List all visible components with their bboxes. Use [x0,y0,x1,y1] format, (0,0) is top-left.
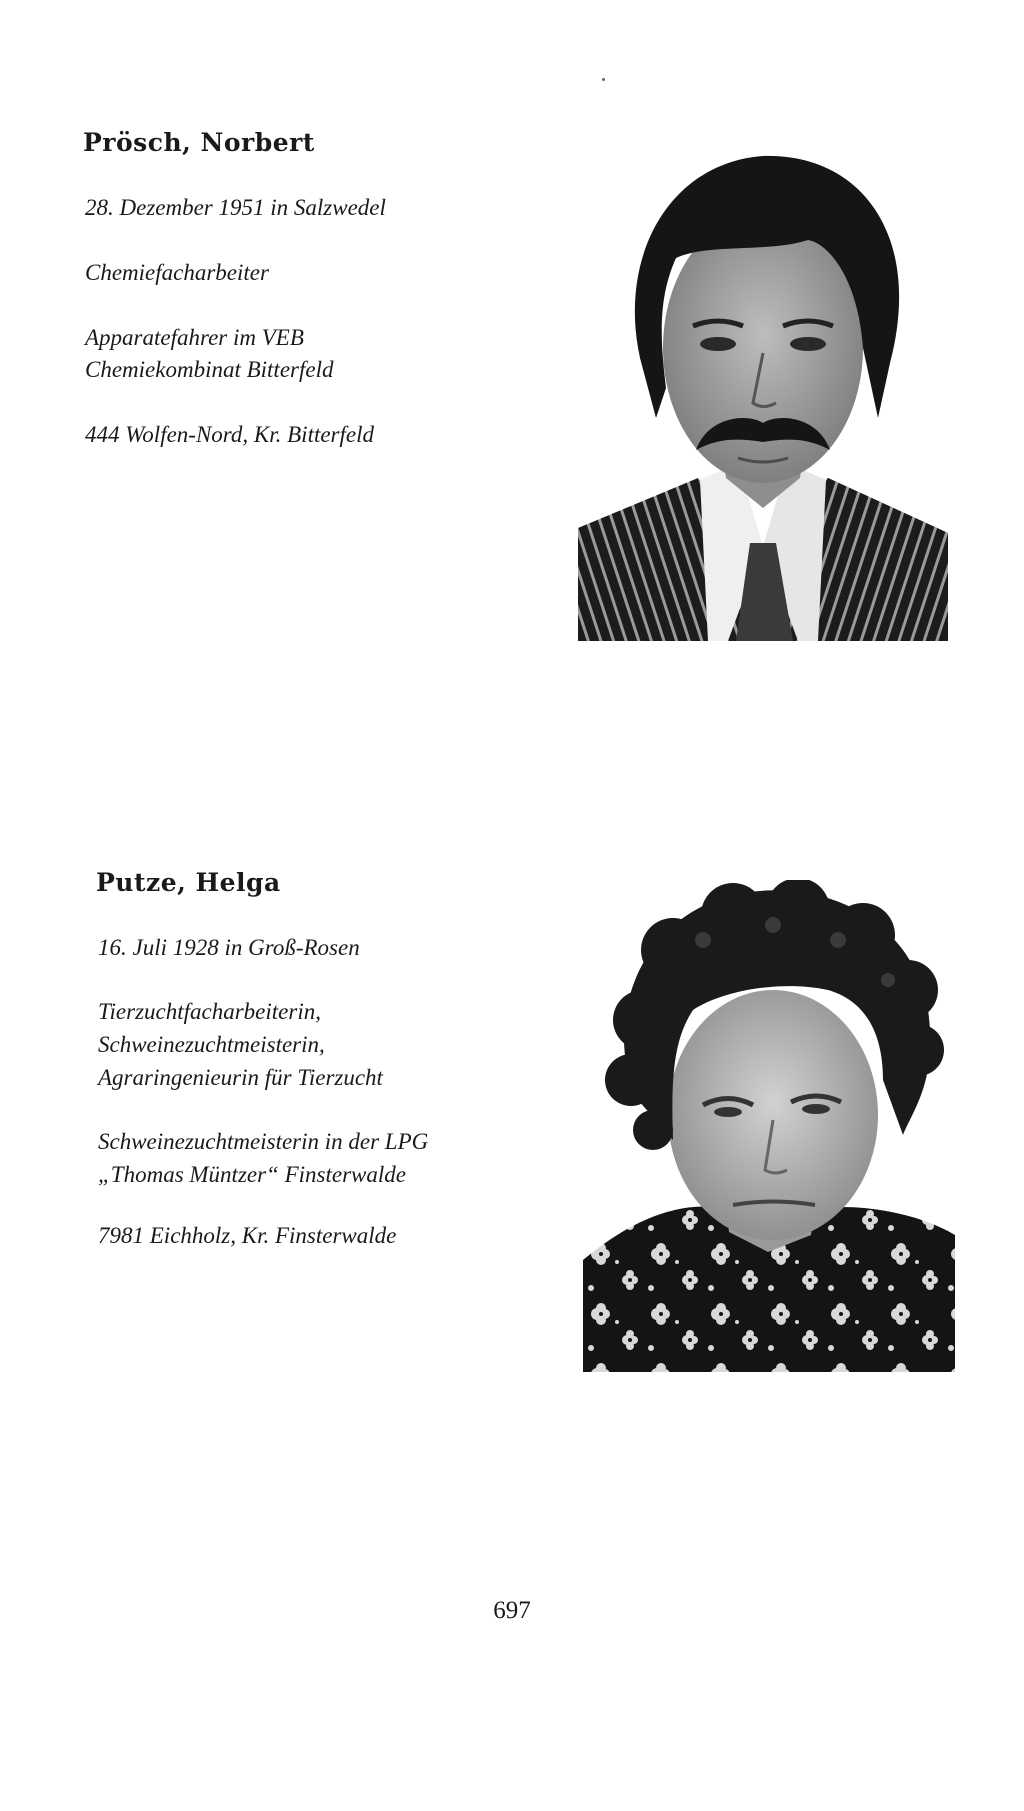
portrait-photo [578,148,948,641]
birth-line: 28. Dezember 1951 in Salzwedel [85,195,386,220]
training-line: Tierzuchtfacharbeiterin, [98,999,321,1024]
address-line: 444 Wolfen-Nord, Kr. Bitterfeld [85,422,374,447]
training-line: Chemiefacharbeiter [85,260,269,285]
address-line: 7981 Eichholz, Kr. Finsterwalde [98,1223,397,1248]
scan-speck [602,78,605,81]
woman-portrait-image [583,880,955,1372]
portrait-photo [583,880,955,1372]
occupation-line: „Thomas Müntzer“ Finsterwalde [98,1162,406,1187]
page-number: 697 [493,1597,531,1624]
entry-name: Putze, Helga [96,868,281,897]
birth-line: 16. Juli 1928 in Groß-Rosen [98,935,360,960]
occupation-line: Apparatefahrer im VEB [85,325,304,350]
occupation-line: Schweinezuchtmeisterin in der LPG [98,1129,429,1154]
occupation-line: Chemiekombinat Bitterfeld [85,357,334,382]
man-portrait-image [578,148,948,641]
training-line: Schweinezuchtmeisterin, [98,1032,325,1057]
entry-name: Prösch, Norbert [83,128,315,157]
training-line: Agraringenieurin für Tierzucht [98,1065,383,1090]
